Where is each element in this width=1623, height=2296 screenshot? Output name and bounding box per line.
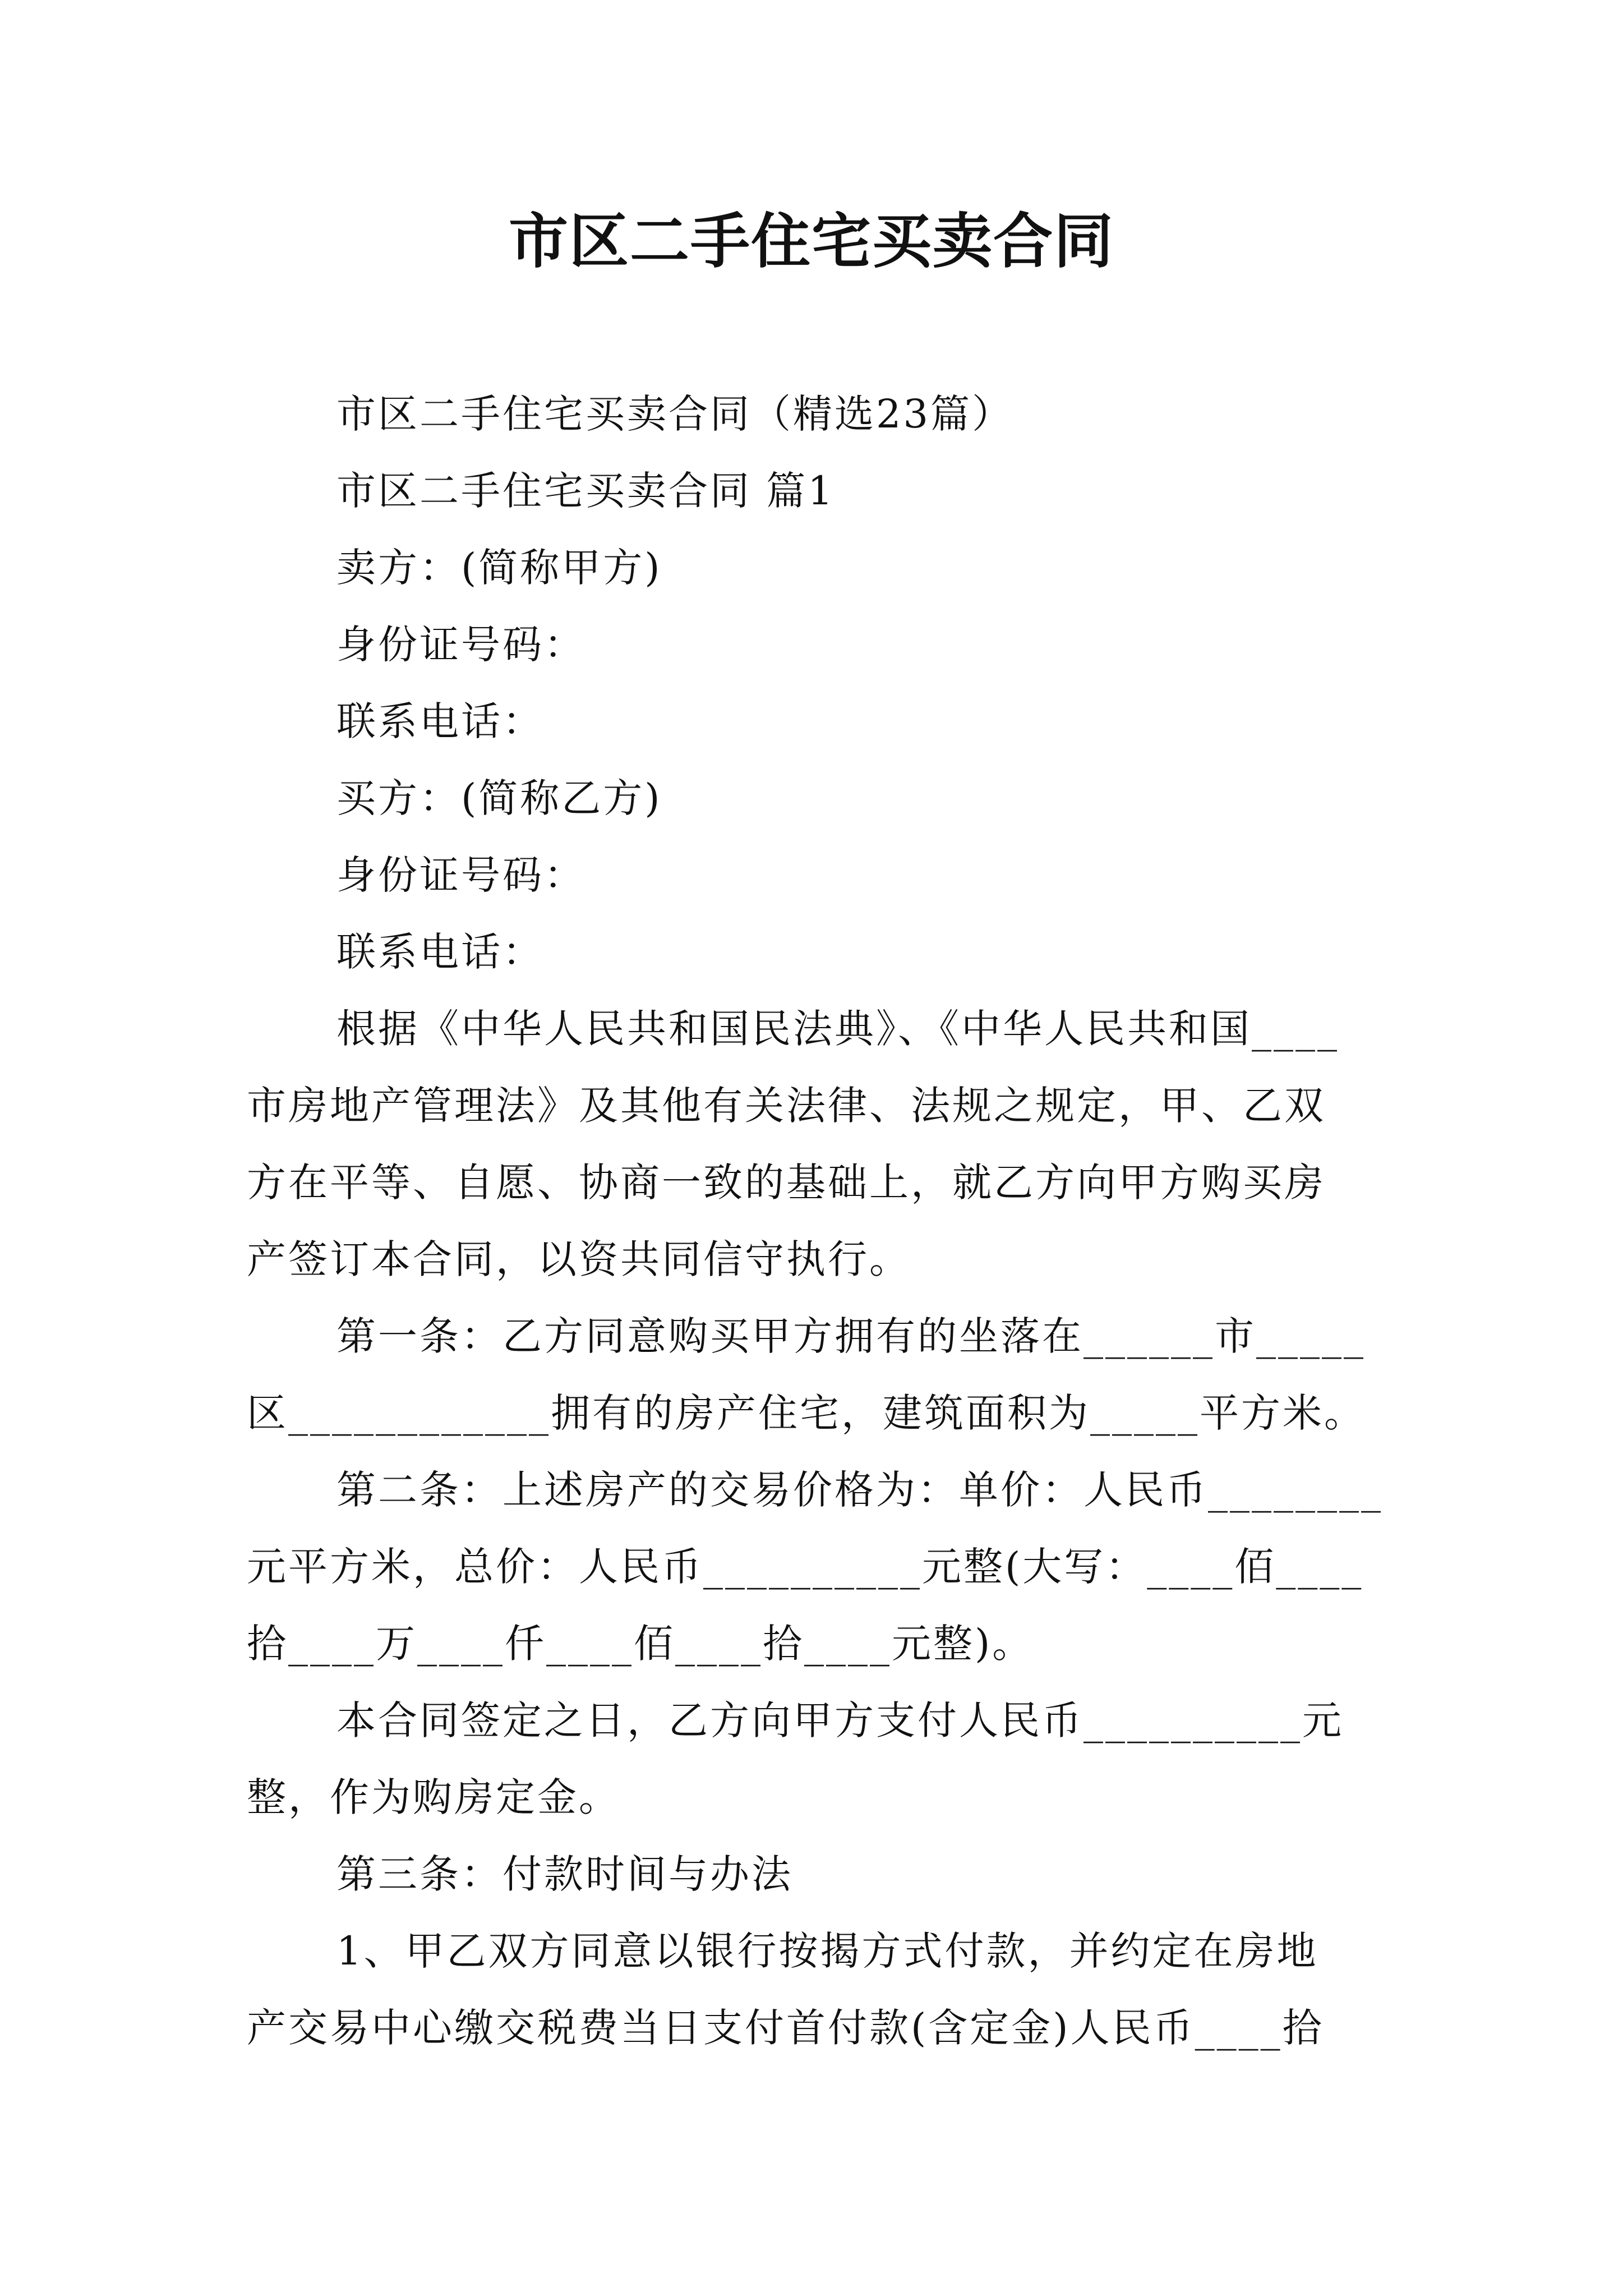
body-line: 1、甲乙双方同意以银行按揭方式付款，并约定在房地 [336, 1928, 1318, 1974]
body-line: 市区二手住宅买卖合同（精选23篇） [336, 391, 1014, 437]
body-line: 买方：(简称乙方) [336, 775, 662, 821]
body-line: 根据《中华人民共和国民法典》、《中华人民共和国____ [336, 1006, 1339, 1052]
body-line: 方在平等、自愿、协商一致的基础上，就乙方向甲方购买房 [247, 1159, 1326, 1205]
body-line: 产签订本合同，以资共同信守执行。 [247, 1236, 911, 1282]
body-line: 第二条：上述房产的交易价格为：单价：人民币________ [336, 1467, 1383, 1513]
body-line: 整，作为购房定金。 [247, 1774, 620, 1820]
body-line: 元平方米，总价：人民币__________元整(大写：____佰____ [247, 1544, 1364, 1590]
body-line: 区____________拥有的房产住宅，建筑面积为_____平方米。 [247, 1390, 1366, 1436]
document-body [247, 376, 1391, 2067]
body-line: 身份证号码： [336, 622, 585, 668]
body-line: 本合同签定之日，乙方向甲方支付人民币__________元 [336, 1697, 1344, 1743]
body-line: 联系电话： [336, 929, 544, 975]
body-line: 市房地产管理法》及其他有关法律、法规之规定，甲、乙双 [247, 1083, 1326, 1129]
body-line: 第一条：乙方同意购买甲方拥有的坐落在______市_____ [336, 1313, 1366, 1359]
body-line: 联系电话： [336, 698, 544, 744]
body-line: 产交易中心缴交税费当日支付首付款(含定金)人民币____拾 [247, 2005, 1324, 2051]
body-line: 拾____万____仟____佰____拾____元整)。 [247, 1621, 1034, 1667]
body-line: 身份证号码： [336, 852, 585, 898]
body-line: 第三条：付款时间与办法 [336, 1851, 793, 1897]
document-title: 市区二手住宅买卖合同 [509, 206, 1114, 276]
body-line: 市区二手住宅买卖合同 篇1 [336, 468, 835, 514]
body-line: 卖方：(简称甲方) [336, 545, 662, 591]
